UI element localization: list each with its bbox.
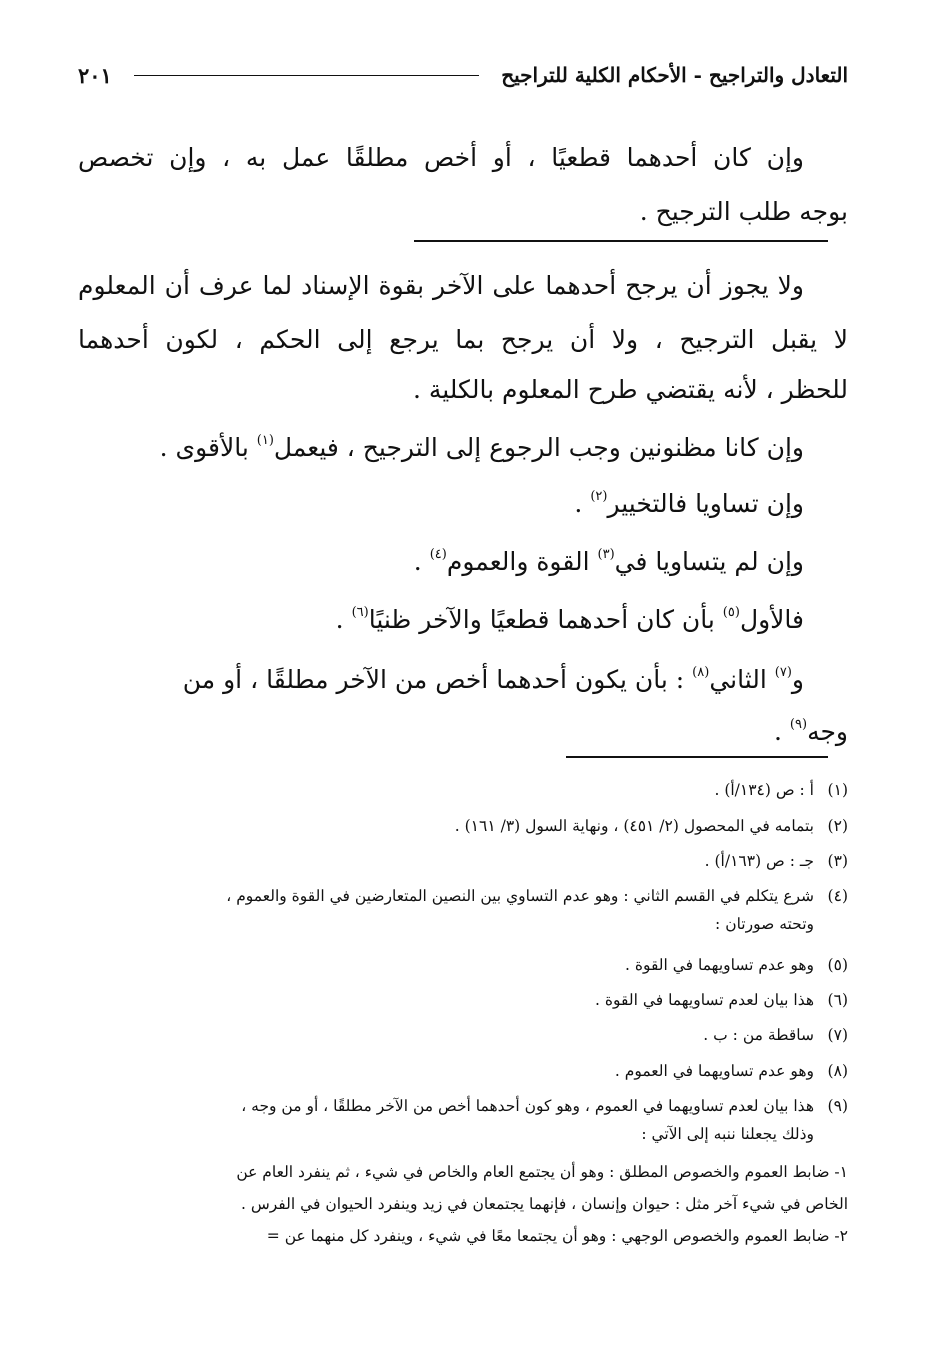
footnote-ref: (١) bbox=[256, 433, 274, 448]
footnote bbox=[78, 953, 848, 977]
body-text: وجه bbox=[807, 717, 848, 746]
footnote-number: (٢) bbox=[827, 817, 848, 835]
footnote-number: (٧) bbox=[827, 1026, 848, 1044]
body-line bbox=[78, 484, 804, 524]
body-text: . bbox=[774, 717, 790, 746]
footnote-ref: (٩) bbox=[789, 717, 808, 732]
body-line bbox=[78, 712, 848, 752]
footnote-ref: (٨) bbox=[692, 665, 710, 680]
footnote-number: (٥) bbox=[827, 956, 848, 974]
body-line bbox=[78, 428, 804, 468]
footnote bbox=[78, 884, 848, 908]
footnote-text: وهو عدم تساويهما في العموم . bbox=[614, 1062, 814, 1080]
footnote-ref: (٧) bbox=[774, 665, 792, 680]
body-line bbox=[78, 600, 804, 640]
note-line: ٢- ضابط العموم والخصوص الوجهي : وهو أن يجتمعا معًا في شيء ، وينفرد كل منهما عن = bbox=[266, 1227, 848, 1245]
body-text: : بأن يكون أحدهما أخص من الآخر مطلقًا ، أو من bbox=[182, 665, 693, 694]
body-text: بأن كان أحدهما قطعيًا والآخر ظنيًا bbox=[368, 605, 723, 634]
section-divider bbox=[414, 240, 828, 242]
footnote-ref: (٥) bbox=[722, 605, 740, 620]
footnote-ref: (٣) bbox=[597, 547, 615, 562]
footnote-number: (٩) bbox=[827, 1097, 848, 1115]
footnote-continuation: وذلك يجعلنا ننبه إلى الآتي : bbox=[641, 1125, 814, 1143]
note-line: الخاص في شيء آخر مثل : حيوان وإنسان ، فإنهما يجتمعان في زيد وينفرد الحيوان في الفرس . bbox=[240, 1195, 848, 1213]
note-line: ١- ضابط العموم والخصوص المطلق : وهو أن يجتمع العام والخاص في شيء ، ثم ينفرد العام عن bbox=[236, 1163, 848, 1181]
footnote-ref: (٢) bbox=[590, 489, 608, 504]
body-text: القوة والعموم bbox=[446, 547, 598, 576]
footnote bbox=[78, 778, 848, 802]
footnote-ref: (٤) bbox=[429, 547, 447, 562]
body-text: . bbox=[335, 605, 352, 634]
footnote-text: هذا بيان لعدم تساويهما في العموم ، وهو كون أحدهما أخص من الآخر مطلقًا ، أو من وجه ، bbox=[241, 1097, 814, 1115]
footnote-text: هذا بيان لعدم تساويهما في القوة . bbox=[595, 991, 814, 1009]
footnote-text: شرع يتكلم في القسم الثاني : وهو عدم التساوي بين النصين المتعارضين في القوة والعموم ، bbox=[226, 887, 814, 905]
footnote bbox=[78, 1023, 848, 1047]
footnote bbox=[78, 814, 848, 838]
body-text: و bbox=[791, 665, 804, 694]
footnote-number: (٨) bbox=[827, 1062, 848, 1080]
body-line: بوجه طلب الترجيح . bbox=[639, 197, 848, 226]
footnote-text: بتمامه في المحصول (٢/ ٤٥١) ، ونهاية السول (٣/ ١٦١) . bbox=[454, 817, 814, 835]
body-text: . bbox=[413, 547, 430, 576]
page-number: ٢٠١ bbox=[78, 62, 112, 88]
footnote-number: (٣) bbox=[827, 852, 848, 870]
footnote bbox=[78, 849, 848, 873]
body-line: لا يقبل الترجيح ، ولا أن يرجح بما يرجع إلى الحكم ، لكون أحدهما bbox=[78, 325, 848, 354]
footnote bbox=[78, 1059, 848, 1083]
body-line: ولا يجوز أن يرجح أحدهما على الآخر بقوة الإسناد لما عرف أن المعلوم bbox=[78, 271, 804, 300]
footnote-number: (٦) bbox=[827, 991, 848, 1009]
running-header bbox=[78, 58, 848, 92]
body-line: وإن كان أحدهما قطعيًا ، أو أخص مطلقًا عمل به ، وإن تخصص bbox=[78, 143, 804, 172]
body-text: . bbox=[574, 489, 591, 518]
body-line: للحظر ، لأنه يقتضي طرح المعلوم بالكلية . bbox=[412, 375, 848, 404]
body-text: الثاني bbox=[709, 665, 775, 694]
body-text: وإن تساويا فالتخيير bbox=[607, 489, 804, 518]
body-line bbox=[78, 542, 804, 582]
header-divider bbox=[134, 75, 479, 76]
body-text: فالأول bbox=[739, 605, 804, 634]
footnote-ref: (٦) bbox=[351, 605, 369, 620]
footnote-continuation: وتحته صورتان : bbox=[715, 915, 814, 933]
footnote-number: (١) bbox=[827, 781, 848, 799]
footnote-text: وهو عدم تساويهما في القوة . bbox=[624, 956, 814, 974]
footnote-text: ساقطة من : ب . bbox=[703, 1026, 814, 1044]
footnote-divider bbox=[566, 756, 828, 758]
body-text: وإن كانا مظنونين وجب الرجوع إلى الترجيح ، فيعمل bbox=[273, 433, 804, 462]
footnote bbox=[78, 1094, 848, 1118]
body-text: بالأقوى . bbox=[159, 433, 257, 462]
header-title: التعادل والتراجيح - الأحكام الكلية للتراجيح bbox=[501, 63, 848, 87]
footnote-text: جـ : ص (١٦٣/أ) . bbox=[704, 852, 814, 870]
body-line bbox=[78, 660, 804, 700]
footnote-number: (٤) bbox=[827, 887, 848, 905]
body-text: وإن لم يتساويا في bbox=[614, 547, 804, 576]
footnote bbox=[78, 988, 848, 1012]
footnote-text: أ : ص (١٣٤/أ) . bbox=[714, 781, 814, 799]
